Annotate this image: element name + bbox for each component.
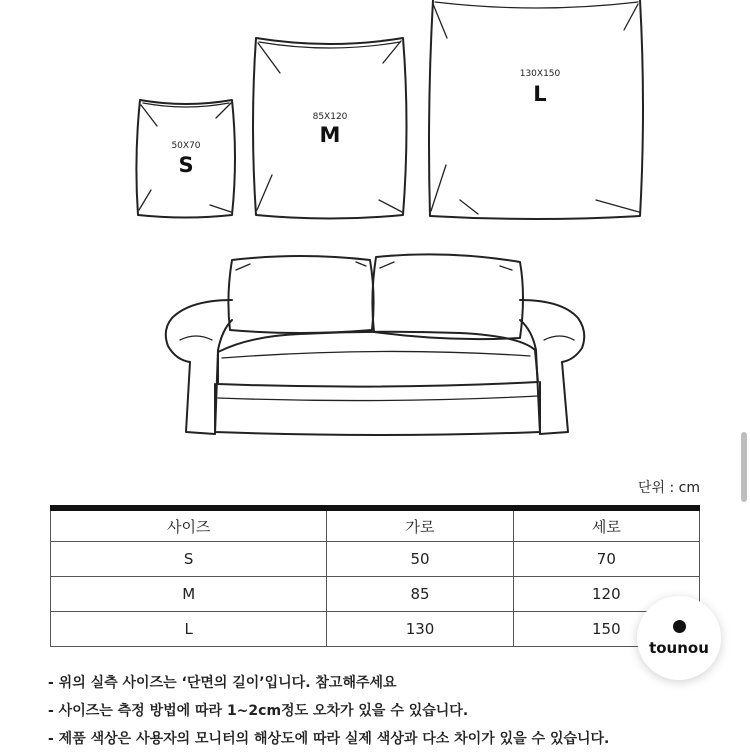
note-item: - 위의 실측 사이즈는 ‘단면의 길이’입니다. 참고해주세요 xyxy=(48,675,397,691)
blanket-small-size: S xyxy=(178,153,194,177)
table-cell: 85 xyxy=(327,577,513,612)
sofa-illustration xyxy=(166,254,585,435)
table-row xyxy=(51,612,700,647)
table-header: 사이즈 xyxy=(51,508,327,542)
table-cell: 130 xyxy=(327,612,513,647)
blanket-large-size: L xyxy=(533,82,547,106)
note-item: - 제품 색상은 사용자의 모니터의 해상도에 따라 실제 색상과 다소 차이가 있을 수 있습니다. xyxy=(48,731,610,747)
table-cell: S xyxy=(51,542,327,577)
table-cell: L xyxy=(51,612,327,647)
table-header: 세로 xyxy=(513,508,699,542)
scrollbar[interactable] xyxy=(741,432,747,502)
brand-dot-icon xyxy=(673,620,686,633)
table-cell: 70 xyxy=(513,542,699,577)
blanket-medium-dims: 85X120 xyxy=(312,112,348,122)
blanket-medium-size: M xyxy=(319,123,341,147)
size-table xyxy=(50,505,700,647)
table-cell: M xyxy=(51,577,327,612)
brand-badge-button[interactable] xyxy=(637,596,721,680)
table-header-row xyxy=(51,508,700,542)
table-cell: 50 xyxy=(327,542,513,577)
brand-name: tounou xyxy=(649,638,709,657)
unit-label: 단위 : cm xyxy=(637,480,700,496)
blanket-large-dims: 130X150 xyxy=(519,69,561,79)
blanket-large xyxy=(429,0,643,219)
table-row xyxy=(51,542,700,577)
table-cell: 120 xyxy=(513,577,699,612)
notes-list xyxy=(48,672,609,756)
table-row xyxy=(51,577,700,612)
blanket-small-dims: 50X70 xyxy=(171,141,201,151)
table-header: 가로 xyxy=(327,508,513,542)
table-cell: 150 xyxy=(513,612,699,647)
note-item: - 사이즈는 측정 방법에 따라 1~2cm정도 오차가 있을 수 있습니다. xyxy=(48,703,469,719)
